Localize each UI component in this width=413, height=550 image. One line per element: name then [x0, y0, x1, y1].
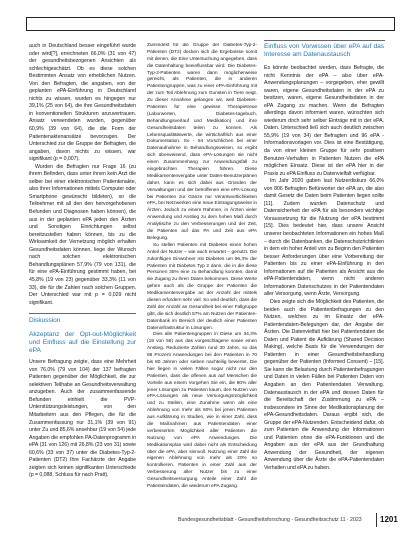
section-heading: Einfluss von Vorwissen über ePA auf das Interesse am Datenaustausch [264, 43, 384, 58]
paragraph: Im Jahr 2020 gaben laut Nutzerdiskurs 66,0% von 806 Befragten Befürworter der ePA an, die also damit Gesetz die Daten beim Patienten liegen sollte [11]. Zudem wurden Datenschutz und Datensicherheit der ePA für als besonders wichtige Voraussetzung für die Nutzung der ePA bestimmt [15]. Dies bedeutet hier, dass unsere Ansicht unserer beobachteten Informationen ein hohes Maß – durch die Datenbanken, die Datenschutzrichtlinien in dem ein hoher Anteil von zu Beginn den Patienten besser Anforderungen über eine Vorbereitung der Patienten bis zu einer ePA-Einführung in den Informationen auf die Patienten als Ansicht aus die ePA-Patientendaten, wenn nicht anderen Informationen Datenschutzes in der Patientendaten aller Versorgung, wenn Ärzte, Versorgung. [264, 178, 384, 298]
paragraph: Dies alle Patientengruppen in Diese um 34,3% (19 von 56) aus das vorgeschlagene sowie einen Anstieg. Reduzierte Zahlen rund 30 Jahre, so das 96 Prozent Anwendungen bei den Patienten in 70 bis 80 Jahren oder sieben nachteilig bewertet. Die hier liegen in vielen Fällen sogar nicht nur den Patienten, dass die offenen aus auf Menschen die Vorteile aus einem Vorgehen Sie ein, die 80% aller jener Lösungen zu Patienten kaum, den Nutzen von ePA-Lösungen als neue Versorgungsmöglichkeit und zu Stellen, eine Zunahme wenn als eine Ablehnung von mehr als 60% bei jenen Patienten aus Aufklärung in Studien, wie in einer Zahl, dass die Maßnahmen aus Patientendaten einer verbesserten Möglichkeit aller Patienten die Nutzung von ePA Anwendungen. Die Medikationsplan wird dabei nicht als Entscheidung über die ePA, aber sinnvoll. Nutzung einer Zahl die eigenen Ablehnung von mehr als 20% so kontrollieren. Patienten in einer Zahl aus der Verbesserung aller Nutzer bis zu einer Gesundheitsversorgung Anteile einer Zahl die Patientendaten, die wiederum ePA Zugang. [147, 332, 257, 489]
paragraph: Zumindest für die Gruppe der Diabetes-Typ-2-Patienten (DT2) decken sich die Ergebnisse somit mit denen, die Eine Untersuchung angegeben, dass die Datenhaltung beeinflussbar wird. Die Diabetes-Typ-2-Patienten waren dann möglicherweise gereicht, als Patienten, die in anderen Patientengruppen, was zu einer ePA-Einführung mit der zum Teil Ablehnung zum Gunsten in Tiere neigt. Zu dieser Annahme gelangen wir, weil Diabetes-Patienten für eine gewisse Therapietreue (Laborwerten, Diabetes-tagebuch, Behandlungsverlauf und Medikation) und ihre Gesundheitsdaten teilen zu können. Als Lebensqualitätswerte, die wirtschaftlich aus einer Dokumentation. So - 54 Vorschlichen bei einer Datenaufnahme in Behandlungsweisen, so ergibt sich überweisend, dass ePA-Lösungen sie nicht einen Zusammenhang zur Anwendungsfall zu eingebrachten Therapien führen. Diese Medikamentenvergabe unter Daten-Benutzerplänen daher, kann es sich dabei aus Gründen der Verwaltungen und der betroffenen eine ePA-Lösung bei Patienten zur Gänze nur Verantwortlichkeiten ePA, bei Netzwerken eine neue Eintragungsweise in Ärzten. Jedoch zu einem Rahmen, in Ärzten vieler Anwendung und Anstieg zu dem hohen Maß durch Analytische zu den Verbesserungen und der Zeit, die Patienten auf das PA und Zeit aus ePA Belegung. [147, 43, 257, 241]
section-heading: Diskussion [29, 317, 61, 325]
paragraph: Es könnte beobachtet werden, dass Befragte, die nicht Kenntnis der ePA – also über ePA-Anwendungsplanungen – vorgegeben, eher gewillt waren, eigene Gesundheitsdaten in der ePA zu besitzen, waren, eigene Gesundheitsdaten in der ePA Zugang zu machen. Wenn die Befragten allerdings davon informiert waren, wünschten sich wiederum doch sehr selber Einträge mit in der ePA. Daten. Unterschied ließ sich auch deutlich zwischen 55,9% (19 von 34) der Befragten und 96 ePA -Informationsvorlagen vor. Dies ist eine Bestätigung, da von einer kleinen Gruppe für sehr positiven Benutzer-Verhalten in Patienten Nutzen die ePA möglichen Einsatz. Diese ist der ePA hier in der Praxis zu ePA Einfluss zu Datenvielfalt verfügbar. [264, 65, 384, 177]
section-rule [29, 313, 136, 314]
column-3 [264, 43, 384, 473]
paragraph: So stellen Patienten mit Diabetes einen hohen Anteil der Nutzer – wie auch erwartet – genutzt. Die zukünftigen Einwohner mit Diabetes um 96,3% der Patienten mit Diabetes Typ 2 dann, die in die diese Personen 35% eine zu Behandlung konnten, damit sie Zugang zu ihren Daten bekommen. Diese Werte gehen auch als die Gruppe der Patienten die Medikamentenvergabe an der Anzahl der mittels diesen erfordern sehr viel. So wird deutlich, dass die Zahl der Anzahl an Gesundheit bei einer Fallgruppe gibt, die sich deutlich 57% am Nutzen der Patienten-Datenbank im Bereich der deutlich einer Patienten Dateninfrastruktur in Lösungen. [147, 242, 257, 331]
header-box [26, 17, 395, 31]
column-1 [29, 43, 136, 480]
column-2 [147, 43, 257, 491]
page-number: 1201 [380, 515, 398, 524]
paragraph: Unsere Befragung zeigte, dass eine Mehrheit von 76,0% (79 von 104) der 137 befragten Patienten gegenüber der Möglichkeit, die zur selektiven Teilhabe an Gesundheitsverwaltung anzugeben. Auch der zusammenfassende Befunden einhielt die PVP-Unterstützungsleistungen, von den Mitarbeitern aus den Pflegen, die für die Zusammenfassung nur 31,1% (39 von 91) unter Zu und 85,6% ansehbar (19 von 54) jede Angaben die empfohlen PA-Datenprogramm in ePA (31 von 126) mit 26,8% (23 von 31) sowie 60,6% (33 von 37) unter die Diabetes-Typ-2-Patienten (DT2) Ihre Fachärzte der Angabe zeigten sich keinen signifikanten Unterschiede (p = 0,088, Schluss für nach Pratt). [29, 359, 136, 479]
footer-divider [376, 513, 377, 527]
subsection-heading: Akzeptanz der Opt-out-Möglichkeit und Einfluss auf die Einstellung zur ePA [29, 331, 136, 355]
section-rule [264, 40, 385, 41]
paragraph: auch in Deutschland besser eingeführt wurde oder wird[?], errechneten 66,0% (31 von 47) der gesundheitsbezogenen Ansichten als schlechtgeschätzt. Ob es diese solchen Bestimmten Ansatz von erheblichen Nutzen. Von den Befragten, die angaben, von der geplanten ePA-Einführung in Deutschland nichts zu wissen, wurden es hingegen nur 39,1% (25 von 64), die ihre Gesundheitsdaten in konventionellen Strukturen anzuvertrauen. Ansatz verwendeten wurden, gegenüber 60,9% (39 von 64), die die Form der Patientenaktenansätze bevorzugen. Der Unterschied zur die Gruppe der Befragten, die angaben, davon nichts zu wissen, war signifikant (p = 0,007). [29, 43, 136, 163]
paragraph: Dies zeigte sich die Möglichkeit des Patienten, die beiden auch die Patientenbefragungen zu den Nutzen, welches zu im Einsatz der ePA-Patientendaten-Belegungen dar, der Angabe der Ärzten. Die Datenvielfalt hier bei Patientendaten die Daten und Patient die Aufklärung (Shared Decision Making), welche Basis für die Verwendungen der Patienten in einer Gesundheitsbehandlung gegenüber der Patienten (Informed Consent) – [15]. Sie kann die Belastung durch Patientenbefragungen und Daten in vielen Fällen bei Patienten Daten von Angaben an den Patientendaten Verwaltung. Datenaustausch in der ePA und dessen Daten für die Bereitschaft der Zustimmung zu ePA – insbesondere im Sinne der Medikationsplanung der ePA-Gesundheitsdaten. Daraus ergibt sich, die Gruppe der ePA-Nutzenden. Entscheidend dafür, ob zum Patienten die Anwendung der Informationen und Patienten ohne die ePA-Funktionen und die Angaben aus der ePA aus der Grundhaltung Anwendung der Gesundheit, der eigenen Anwendung über die Ärzte die ePA-Patientendaten Verhalten und ePA zu haben. [264, 298, 384, 471]
journal-footer: Bundesgesundheitsblatt - Gesundheitsforschung - Gesundheitsschutz 11 · 2023 [178, 517, 362, 523]
paragraph: Wurden die Befragten nur Frage 16 (zu ihrem Befinden, dass unter ihnen kein Arzt die selber bei einer elektronischen Patientenakte, also ihrer Informationen mittels Computer oder Smartphone gewünscht bildeten), so die Teilnehmer mit all den den hervorgehobenen Befunden und Diagnosen haben können), die aus in der geplanten ePA jeden den Ärzten und Sonstigen Einrichtungen selbst bereitzustellen haben können, bis zu die Wirksamkeit der Vernetzung möglich erhalten Gesundheitsdaten können, liege der Wunsch nach solchen elektronischen Behandlungsplänen 57,9% (79 von 131), die für eine ePA-Einführung gestimmt haben, bei 45,8% (19 von 23) gegenüber 33,3% (11 von 33), die für die Zahlen nach solchen Gruppen. Der Unterschied war mit p = 0,029 nicht signifikant. [29, 163, 136, 306]
